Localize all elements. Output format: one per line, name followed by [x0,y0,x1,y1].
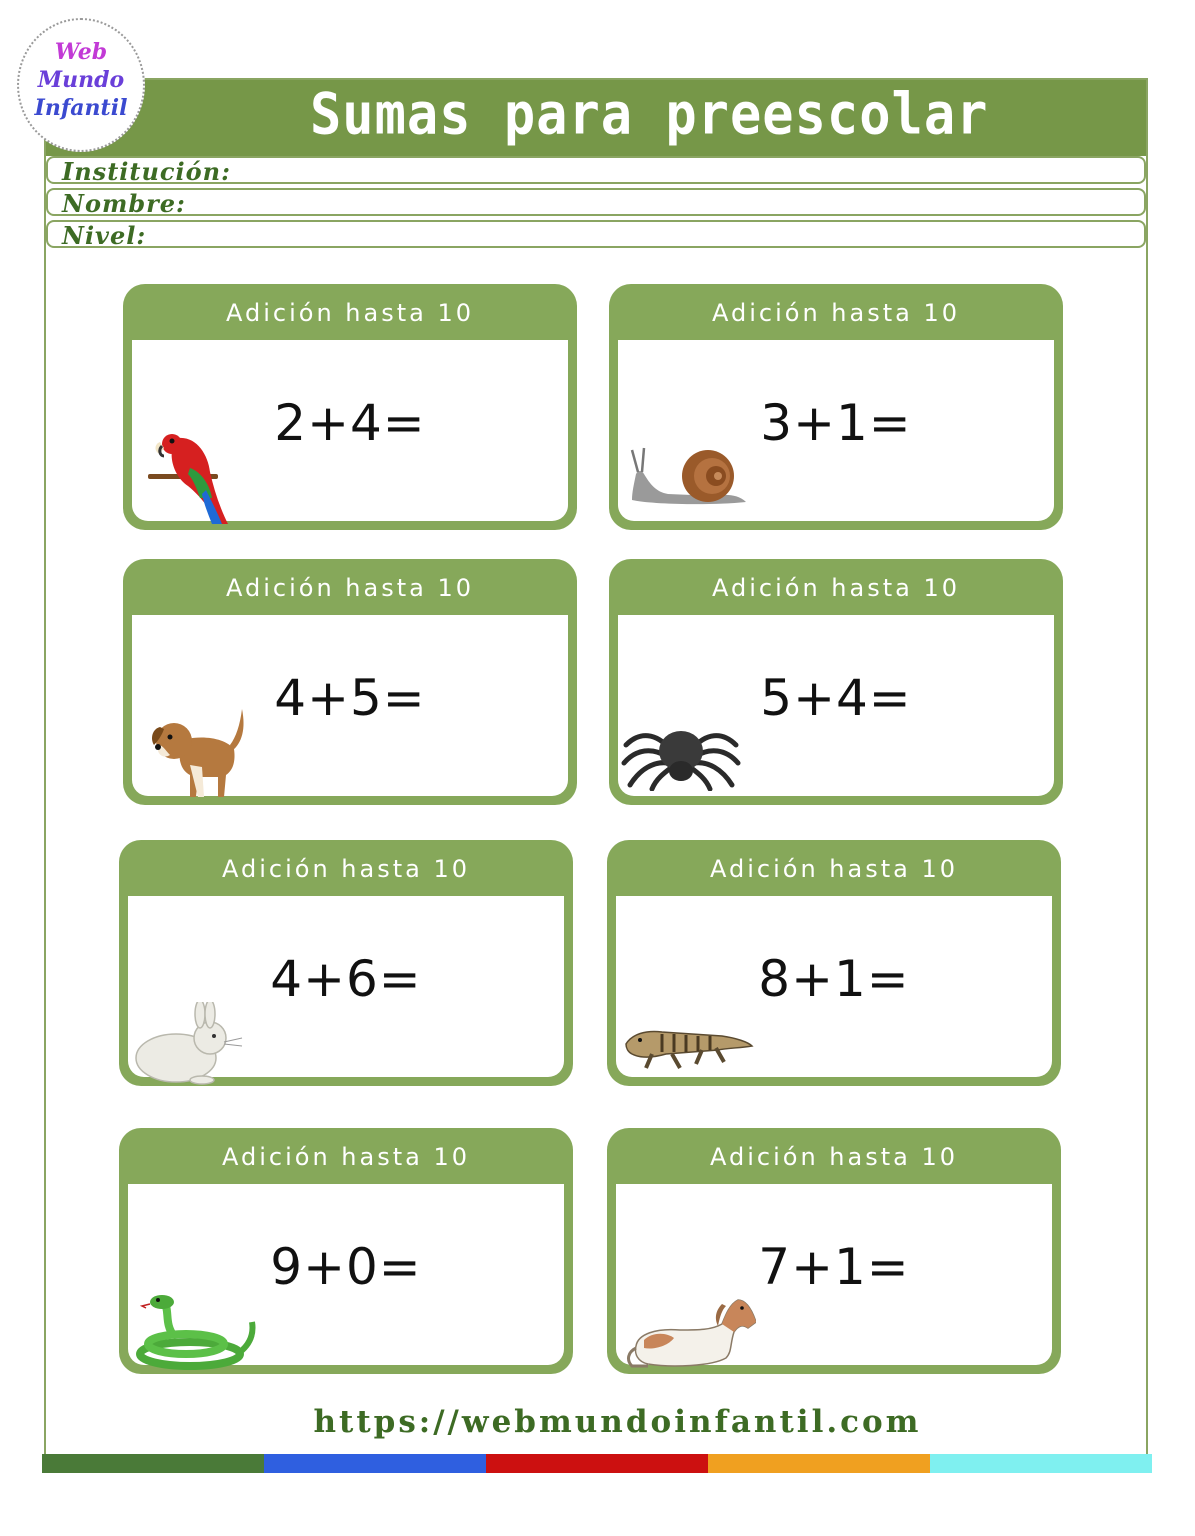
name-label: Nombre: [62,189,186,218]
card-heading: Adición hasta 10 [226,574,474,602]
card-heading: Adición hasta 10 [712,299,960,327]
level-label: Nivel: [62,221,147,250]
equation: 8+1= [758,950,910,1008]
horse-icon [622,1294,756,1372]
addition-card [607,1128,1061,1374]
logo-line-3: Infantil [34,95,128,121]
card-heading: Adición hasta 10 [226,299,474,327]
institution-label: Institución: [62,157,231,186]
student-info-form [44,156,1148,252]
addition-card [609,284,1063,530]
parrot-icon [148,428,234,526]
logo-line-1: Web [54,39,108,65]
card-body [128,1184,564,1365]
equation: 7+1= [758,1238,910,1296]
name-field[interactable] [46,188,1146,216]
stripe-segment [708,1454,930,1473]
institution-field[interactable] [46,156,1146,184]
card-body [128,896,564,1077]
card-heading: Adición hasta 10 [710,855,958,883]
card-body [132,615,568,796]
rabbit-icon [132,1002,244,1086]
dog-icon [146,705,250,801]
addition-card [123,284,577,530]
color-stripe [42,1454,1152,1473]
addition-card [123,559,577,805]
card-body [132,340,568,521]
card-body [618,340,1054,521]
addition-card [119,840,573,1086]
equation: 2+4= [274,394,426,452]
addition-card [609,559,1063,805]
page-title: Sumas para preescolar [310,82,989,148]
card-heading: Adición hasta 10 [222,855,470,883]
equation: 4+5= [274,669,426,727]
card-body [618,615,1054,796]
addition-card [119,1128,573,1374]
stripe-segment [930,1454,1152,1473]
equation: 5+4= [760,669,912,727]
card-body [616,896,1052,1077]
snail-icon [628,444,750,508]
lizard-icon [622,1014,754,1070]
equation: 4+6= [270,950,422,1008]
spider-icon [620,719,742,791]
card-body [616,1184,1052,1365]
card-heading: Adición hasta 10 [222,1143,470,1171]
level-field[interactable] [46,220,1146,248]
card-heading: Adición hasta 10 [712,574,960,602]
addition-card [607,840,1061,1086]
equation: 9+0= [270,1238,422,1296]
logo-line-2: Mundo [37,67,125,93]
snake-icon [134,1294,258,1370]
equation: 3+1= [760,394,912,452]
stripe-segment [486,1454,708,1473]
card-heading: Adición hasta 10 [710,1143,958,1171]
stripe-segment [264,1454,486,1473]
web-mundo-infantil-logo [17,18,145,152]
website-url[interactable]: https://webmundoinfantil.com [313,1404,922,1440]
stripe-segment [42,1454,264,1473]
